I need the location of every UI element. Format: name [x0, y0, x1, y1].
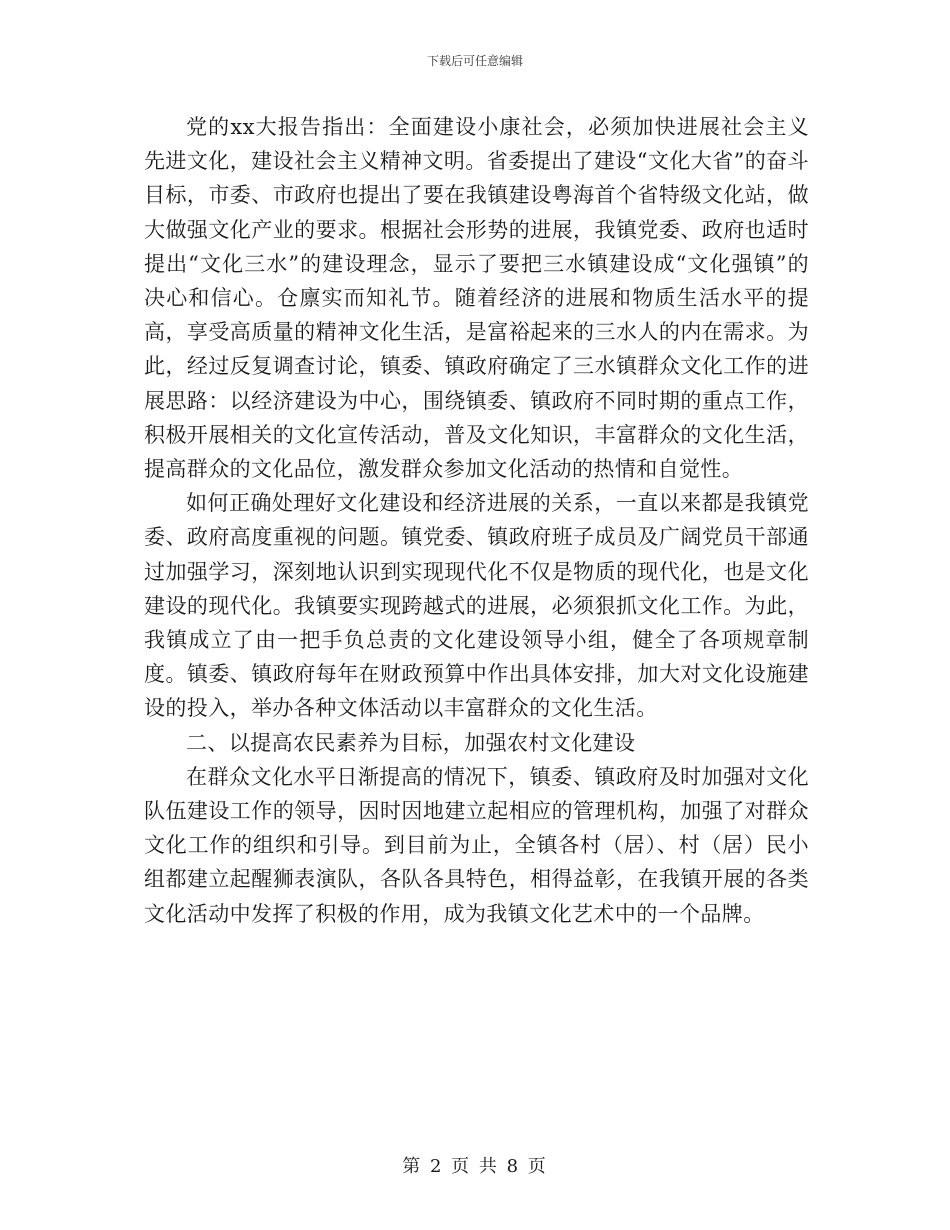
paragraph: 在群众文化水平日渐提高的情况下，镇委、镇政府及时加强对文化队伍建设工作的领导，因时因地建立起相应的管理机构，加强了对群众文化工作的组织和引导。到目前为止，全镇各村（居）、村（居）民小组都建立起醒狮表演队，各队各具特色，相得益彰，在我镇开展的各类文化活动中发挥了积极的作用，成为我镇文化艺术中的一个品牌。 [144, 764, 809, 926]
paragraph: 党的xx大报告指出：全面建设小康社会，必须加快进展社会主义先进文化，建设社会主义精神文明。省委提出了建设“文化大省”的奋斗目标，市委、市政府也提出了要在我镇建设粤海首个省特级文化站，做大做强文化产业的要求。根据社会形势的进展，我镇党委、政府也适时提出“文化三水”的建设理念，显示了要把三水镇建设成“文化强镇”的决心和信心。仓廪实而知礼节。随着经济的进展和物质生活水平的提高，享受高质量的精神文化生活，是富裕起来的三水人的内在需求。为此，经过反复调查讨论，镇委、镇政府确定了三水镇群众文化工作的进展思路：以经济建设为中心，围绕镇委、镇政府不同时期的重点工作，积极开展相关的文化宣传活动，普及文化知识，丰富群众的文化生活，提高群众的文化品位，激发群众参加文化活动的热情和自觉性。 [144, 115, 809, 482]
header-note: 下载后可任意编辑 [426, 54, 523, 68]
page-number: 第 2 页 共 8 页 [402, 1156, 548, 1177]
paragraph: 如何正确处理好文化建设和经济进展的关系，一直以来都是我镇党委、政府高度重视的问题。镇党委、镇政府班子成员及广阔党员干部通过加强学习，深刻地认识到实现现代化不仅是物质的现代化，也是文化建设的现代化。我镇要实现跨越式的进展，必须狠抓文化工作。为此，我镇成立了由一把手负总责的文化建设领导小组，健全了各项规章制度。镇委、镇政府每年在财政预算中作出具体安排，加大对文化设施建设的投入，举办各种文体活动以丰富群众的文化生活。 [144, 491, 809, 721]
section-heading: 二、以提高农民素养为目标，加强农村文化建设 [186, 730, 636, 755]
document-body [144, 110, 809, 931]
